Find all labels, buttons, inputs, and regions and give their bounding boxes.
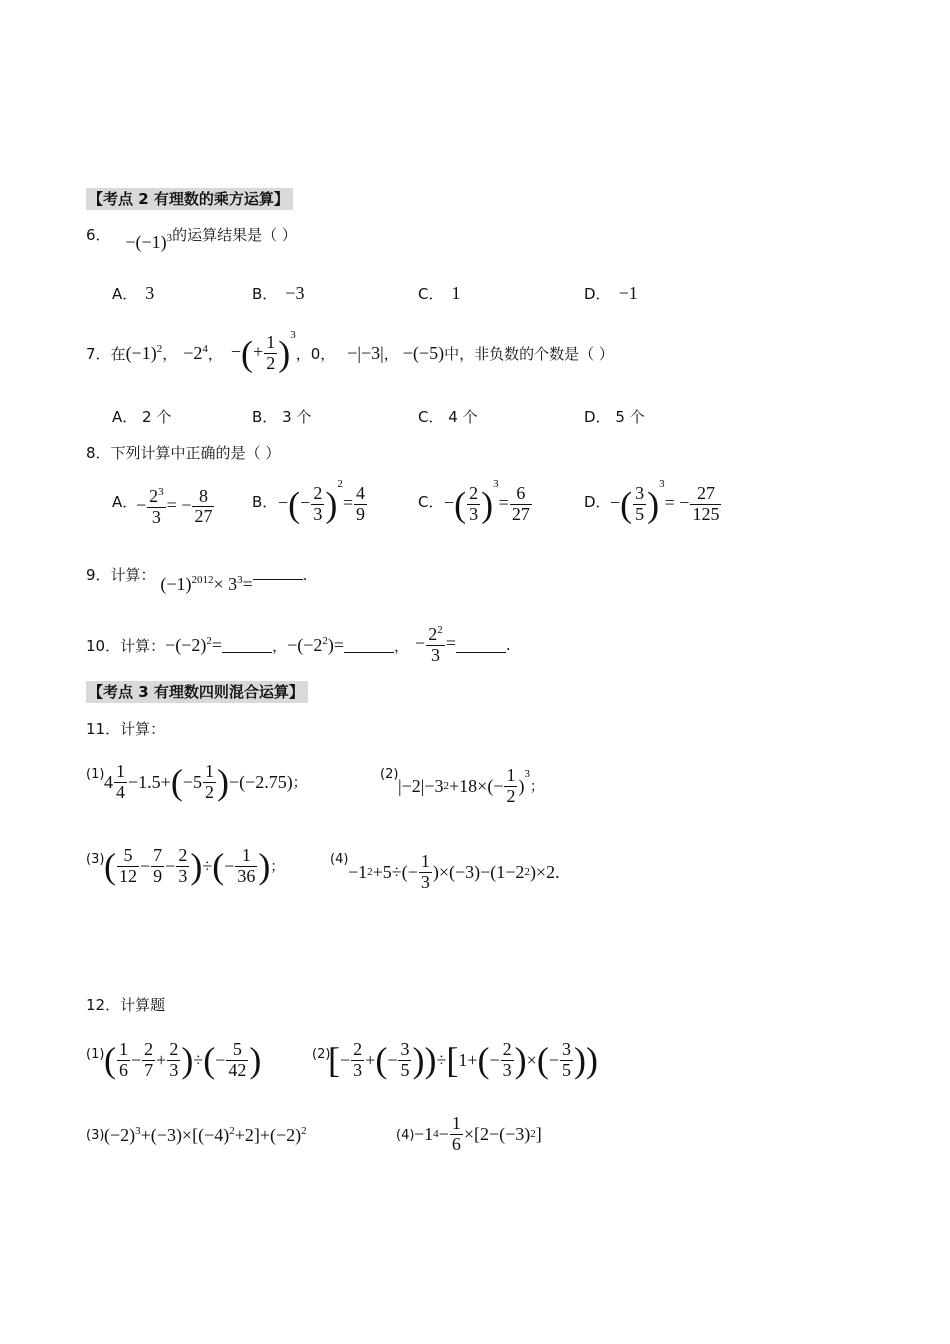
q7-p3-pre: − xyxy=(230,341,242,362)
denominator: 3 xyxy=(502,1059,512,1080)
exponent: 2 xyxy=(337,478,343,491)
equals: = xyxy=(242,574,253,594)
fraction xyxy=(192,487,214,528)
q11-part-3-label: (3) xyxy=(86,852,105,867)
part-c: )×(−3)−(1−2 xyxy=(432,861,525,882)
numerator: 5 xyxy=(117,846,139,867)
fraction xyxy=(560,1040,573,1081)
question-number: 6． xyxy=(86,226,111,244)
exponent: 4 xyxy=(433,1128,439,1141)
one-plus: 1+ xyxy=(458,1049,478,1070)
option-value: 4 个 xyxy=(448,408,478,426)
numerator: 1 xyxy=(506,765,516,785)
numerator: 2 xyxy=(469,483,479,503)
fraction xyxy=(426,624,445,666)
fraction xyxy=(510,484,532,525)
q7-text: 中，非负数的个数是（ ） xyxy=(444,344,614,363)
question-number: 11． xyxy=(86,720,121,738)
numerator: 3 xyxy=(400,1039,410,1059)
q11-part-3-expr: ( $\frac{5}{12}$ − $\frac{7}{9}$ − $\frac{2}{3}$ ) ÷ ( − $\frac{1}{36}$ ) ； xyxy=(104,845,285,887)
numerator: 1 xyxy=(119,1039,128,1059)
section-heading-3: 【考点 3 有理数四则混合运算】 xyxy=(86,681,308,703)
question-8 xyxy=(86,442,280,463)
exponent: 3 xyxy=(524,768,530,781)
left-paren: ( xyxy=(170,762,183,803)
fraction xyxy=(398,1040,411,1081)
numerator xyxy=(426,624,445,646)
q7-p4: −|−3| xyxy=(347,342,384,363)
denominator: 2 xyxy=(266,352,276,373)
q8-option-d-expr xyxy=(610,478,722,525)
question-7 xyxy=(86,330,614,376)
question-10 xyxy=(86,622,511,668)
fraction xyxy=(147,486,166,528)
equals: = − xyxy=(664,492,690,513)
divide: ÷ xyxy=(193,1049,204,1070)
fraction xyxy=(264,333,277,374)
left-paren: ( xyxy=(477,1040,490,1081)
left-paren: ( xyxy=(454,484,467,525)
q6-expr-base: −(−1) xyxy=(125,232,167,252)
fraction xyxy=(167,1040,180,1081)
left-paren: ( xyxy=(212,846,225,887)
num-exp: 2 xyxy=(437,624,443,637)
denominator: 4 xyxy=(116,781,125,802)
semicolon: ； xyxy=(292,776,307,792)
denominator: 7 xyxy=(144,1059,154,1080)
part-c: ) xyxy=(518,775,525,796)
right-paren: ) xyxy=(216,762,229,803)
q10-e2-b: ) xyxy=(327,634,334,655)
q8-option-b-label[interactable]: B． xyxy=(252,493,278,511)
q8-option-c-expr xyxy=(444,478,533,525)
minus: − xyxy=(300,492,311,513)
question-11 xyxy=(86,718,165,739)
question-6 xyxy=(86,224,297,252)
fraction xyxy=(117,1040,130,1081)
q8-text: 下列计算中正确的是（ ） xyxy=(110,444,281,462)
q7-option-b[interactable] xyxy=(252,406,311,427)
q12-text: 计算题 xyxy=(120,996,166,1014)
minus: − xyxy=(415,633,426,654)
q7-p3 xyxy=(230,329,296,374)
question-12 xyxy=(86,994,165,1015)
q10-e2-a: −(−2 xyxy=(287,634,323,655)
q9-mid: × 3 xyxy=(213,574,238,594)
option-value: −1 xyxy=(618,283,638,303)
left-paren: ( xyxy=(620,484,633,525)
fraction xyxy=(504,766,517,807)
q7-option-a[interactable] xyxy=(112,406,171,427)
numerator: 3 xyxy=(561,1039,571,1059)
fraction xyxy=(501,1040,514,1081)
denominator: 3 xyxy=(178,865,188,886)
numerator: 3 xyxy=(635,483,645,503)
q11-part-4-label: (4) xyxy=(330,852,349,867)
part-c: +2]+(−2) xyxy=(234,1125,302,1145)
part-b: +5÷(− xyxy=(372,861,418,882)
q7-p3-exp: 3 xyxy=(290,329,296,342)
numerator: 7 xyxy=(153,845,163,865)
fraction xyxy=(311,484,324,525)
exponent: 3 xyxy=(493,478,499,491)
equals: = xyxy=(445,633,456,654)
q10-text: 计算： xyxy=(120,636,166,655)
section-heading-2: 【考点 2 有理数的乘方运算】 xyxy=(86,188,293,210)
minus: − xyxy=(444,492,455,513)
q6-option-a[interactable] xyxy=(112,283,154,304)
question-number: 10． xyxy=(86,636,121,655)
fraction xyxy=(226,1040,248,1081)
numerator: 1 xyxy=(116,761,125,781)
right-paren: ) xyxy=(481,484,494,525)
part-a: −1 xyxy=(348,861,368,882)
option-label: D． xyxy=(584,285,611,303)
exponent: 2 xyxy=(443,780,450,793)
q12-part-1-expr: ( $\frac{1}{6}$ − $\frac{2}{7}$ + $\frac{2}{3}$ ) ÷ ( − $\frac{5}{42}$ ) xyxy=(104,1039,262,1081)
right-paren: ) xyxy=(325,484,338,525)
q12-part-1-label: (1) xyxy=(86,1047,105,1062)
fraction xyxy=(690,484,721,525)
fraction xyxy=(142,1040,155,1081)
inner: −5 xyxy=(182,771,202,792)
q8-option-d-label[interactable]: D． xyxy=(584,493,611,511)
q7-p1-exp: 2 xyxy=(156,342,163,355)
right-paren: ) xyxy=(190,846,203,887)
equals: = − xyxy=(166,494,192,515)
denominator: 2 xyxy=(204,781,214,802)
q8-option-c-label[interactable]: C． xyxy=(418,493,444,511)
denominator: 3 xyxy=(151,506,161,527)
part-a: (−2) xyxy=(104,1125,136,1145)
q6-option-c[interactable] xyxy=(418,283,460,304)
num-exp: 3 xyxy=(158,486,164,498)
q10-e2-exp: 2 xyxy=(322,634,328,647)
option-label: B． xyxy=(252,408,278,426)
denominator: 36 xyxy=(237,865,256,886)
semicolon: ； xyxy=(529,780,544,796)
denominator: 3 xyxy=(420,871,430,892)
q9-base: (−1) xyxy=(160,574,192,594)
option-value: 2 个 xyxy=(142,408,172,426)
denominator: 27 xyxy=(194,506,213,527)
q11-part-1-expr xyxy=(104,762,307,803)
minus: − xyxy=(136,494,147,515)
q7-p2-base: −2 xyxy=(183,342,203,363)
q7-option-d[interactable] xyxy=(584,406,645,427)
denominator: 3 xyxy=(169,1059,179,1080)
comma: ， xyxy=(272,636,288,655)
q8-option-a-label[interactable]: A． xyxy=(112,493,138,511)
option-value: 1 xyxy=(451,283,461,303)
q12-part-4-label: (4) xyxy=(396,1128,415,1143)
question-9 xyxy=(86,564,308,594)
numerator: 1 xyxy=(266,331,276,352)
denominator: 3 xyxy=(430,645,440,665)
numerator xyxy=(147,486,166,508)
part-c: ×[2−(−3) xyxy=(463,1123,531,1144)
part-e: )×2 xyxy=(529,861,556,882)
left-bracket: [ xyxy=(446,1040,459,1081)
numerator: 4 xyxy=(355,483,365,503)
whole: 4 xyxy=(104,771,113,792)
right-paren: )) xyxy=(412,1040,437,1081)
denominator: 3 xyxy=(353,1059,363,1080)
denominator: 3 xyxy=(313,503,323,524)
fraction xyxy=(235,846,257,887)
left-bracket: [ xyxy=(328,1040,340,1081)
part-b: − xyxy=(438,1123,449,1144)
q7-zero: ，0， xyxy=(295,344,336,363)
q11-part-4-expr xyxy=(348,852,560,893)
q10-e1-base: −(−2) xyxy=(165,634,207,655)
option-label: D． xyxy=(584,408,611,426)
right-paren: )) xyxy=(573,1040,598,1081)
q11-part-1-label: (1) xyxy=(86,767,105,782)
q6-option-b[interactable] xyxy=(252,283,304,304)
q7-p1 xyxy=(126,343,163,364)
left-paren: ( xyxy=(375,1040,388,1081)
numerator: 2 xyxy=(353,1039,363,1059)
left-paren: ( xyxy=(104,1040,116,1081)
q9-expression xyxy=(160,574,252,594)
semicolon: ； xyxy=(270,860,285,876)
exponent: 2 xyxy=(524,866,530,879)
q10-e1 xyxy=(165,635,222,656)
times: × xyxy=(526,1049,537,1070)
fraction xyxy=(450,1114,463,1155)
q12-part-3-label: (3) xyxy=(86,1128,105,1143)
divide: ÷ xyxy=(436,1049,447,1070)
q12-part-2-label: (2) xyxy=(312,1047,331,1062)
denominator: 5 xyxy=(635,503,645,524)
q7-p1-base: (−1) xyxy=(125,342,157,363)
fraction xyxy=(151,846,164,887)
mid: −1.5+ xyxy=(128,771,171,792)
q9-text: 计算： xyxy=(110,566,156,584)
numerator: 2 xyxy=(178,845,188,865)
period: . xyxy=(505,636,511,654)
option-value: 3 xyxy=(145,283,155,303)
option-label: C． xyxy=(418,285,444,303)
fraction xyxy=(176,846,189,887)
right-paren: ) xyxy=(647,484,660,525)
q6-text: 的运算结果是（ ） xyxy=(172,226,297,244)
left-paren: ( xyxy=(536,1040,549,1081)
q10-e1-exp: 2 xyxy=(206,634,212,647)
question-number: 12． xyxy=(86,996,121,1014)
q8-option-b-expr xyxy=(278,478,368,525)
q11-text: 计算： xyxy=(120,720,166,738)
option-value: −3 xyxy=(285,283,305,303)
numerator: 2 xyxy=(169,1039,179,1059)
period: . xyxy=(555,861,560,882)
q7-p5: −(−5) xyxy=(402,342,445,363)
part-a: −1 xyxy=(414,1123,434,1144)
part-b: +18×(− xyxy=(449,775,504,796)
right-paren: ) xyxy=(249,1040,262,1081)
fraction xyxy=(117,846,139,887)
num-base: 2 xyxy=(428,624,438,645)
denominator: 42 xyxy=(228,1059,247,1080)
q9-exp2: 3 xyxy=(237,574,243,586)
exponent: 3 xyxy=(135,1125,141,1137)
answer-blank[interactable] xyxy=(456,638,506,653)
option-value: 3 个 xyxy=(282,408,312,426)
question-number: 7． xyxy=(86,344,111,363)
exponent: 3 xyxy=(659,478,665,491)
q12-part-3-expr xyxy=(104,1125,307,1146)
left-paren: ( xyxy=(241,333,254,373)
option-label: A． xyxy=(112,285,138,303)
comma: ， xyxy=(394,636,410,655)
numerator: 1 xyxy=(235,846,257,867)
part-e: ] xyxy=(535,1123,542,1144)
option-label: B． xyxy=(252,285,278,303)
q8-option-a-expr xyxy=(136,486,215,528)
right-paren: ) xyxy=(181,1040,194,1081)
denominator: 125 xyxy=(692,503,720,524)
numerator: 27 xyxy=(690,484,721,505)
minus: − xyxy=(278,492,289,513)
equals: = xyxy=(342,492,353,513)
fraction xyxy=(351,1040,364,1081)
q7-p2 xyxy=(183,343,208,364)
right-paren: ) xyxy=(514,1040,527,1081)
exponent: 2 xyxy=(229,1125,235,1137)
q6-expr-exp: 3 xyxy=(166,232,173,244)
q7-sep: ， xyxy=(207,344,223,363)
fraction xyxy=(354,484,367,525)
q7-sep: ， xyxy=(162,344,178,363)
fraction xyxy=(467,484,480,525)
denominator: 5 xyxy=(561,1059,571,1080)
left-paren: ( xyxy=(288,484,301,525)
option-value: 5 个 xyxy=(615,408,645,426)
answer-blank[interactable] xyxy=(344,638,394,653)
right-paren: ) xyxy=(278,333,291,373)
equals: = xyxy=(211,634,223,655)
numerator: 1 xyxy=(420,851,430,871)
exponent: 2 xyxy=(367,866,373,879)
denominator: 2 xyxy=(506,785,516,806)
left-paren: ( xyxy=(104,846,116,887)
denominator: 6 xyxy=(119,1059,128,1080)
q12-part-4-expr xyxy=(414,1114,542,1155)
q11-part-2-expr xyxy=(398,766,544,807)
q10-e2 xyxy=(287,635,344,656)
num-base: 2 xyxy=(149,486,159,506)
denominator: 12 xyxy=(119,865,137,886)
fraction xyxy=(419,852,432,893)
equals: = xyxy=(498,492,509,513)
option-label: C． xyxy=(418,408,444,426)
option-label: A． xyxy=(112,408,138,426)
numerator: 5 xyxy=(226,1040,248,1061)
exponent: 2 xyxy=(530,1128,536,1141)
q7-p3-in: + xyxy=(253,341,264,362)
q9-exp: 2012 xyxy=(191,574,214,586)
q11-part-2-label: (2) xyxy=(380,767,399,782)
numerator: 1 xyxy=(451,1113,461,1133)
denominator: 3 xyxy=(469,503,479,524)
question-number: 9． xyxy=(86,566,111,584)
q7-sep: ， xyxy=(383,344,399,363)
denominator: 5 xyxy=(400,1059,410,1080)
part-a: |−2|−3 xyxy=(398,775,444,796)
numerator: 8 xyxy=(192,487,214,508)
q7-p2-exp: 4 xyxy=(202,342,208,355)
fraction xyxy=(114,762,127,803)
q6-option-d[interactable] xyxy=(584,283,638,304)
tail: −(−2.75) xyxy=(228,771,293,792)
q7-lead: 在 xyxy=(110,344,126,363)
answer-blank[interactable] xyxy=(222,638,272,653)
denominator: 9 xyxy=(355,503,365,524)
numerator: 2 xyxy=(502,1039,512,1059)
numerator: 6 xyxy=(510,484,532,505)
q12-part-2-expr: [ − $\frac{2}{3}$ + ( − $\frac{3}{5}$ )) ÷ [ 1+ ( − $\frac{2}{3}$ ) × ( − $\frac{3}{5}$ )) xyxy=(328,1039,598,1081)
part-b: +(−3)×[(−4) xyxy=(140,1125,230,1145)
fraction xyxy=(203,762,216,803)
period: . xyxy=(302,566,308,584)
q6-expression xyxy=(125,232,172,252)
denominator: 6 xyxy=(451,1133,461,1154)
numerator: 1 xyxy=(204,761,214,781)
answer-blank[interactable] xyxy=(253,565,303,580)
question-number: 8． xyxy=(86,444,111,462)
divide: ÷ xyxy=(202,855,213,876)
q7-option-c[interactable] xyxy=(418,406,478,427)
minus: − xyxy=(610,492,621,513)
fraction xyxy=(633,484,646,525)
denominator: 9 xyxy=(153,865,163,886)
equals: = xyxy=(333,634,345,655)
exponent: 2 xyxy=(301,1125,307,1137)
numerator: 2 xyxy=(144,1039,154,1059)
numerator: 2 xyxy=(313,483,323,503)
q10-e3 xyxy=(415,624,456,666)
left-paren: ( xyxy=(203,1040,216,1081)
denominator: 27 xyxy=(511,503,530,524)
right-paren: ) xyxy=(258,846,271,887)
